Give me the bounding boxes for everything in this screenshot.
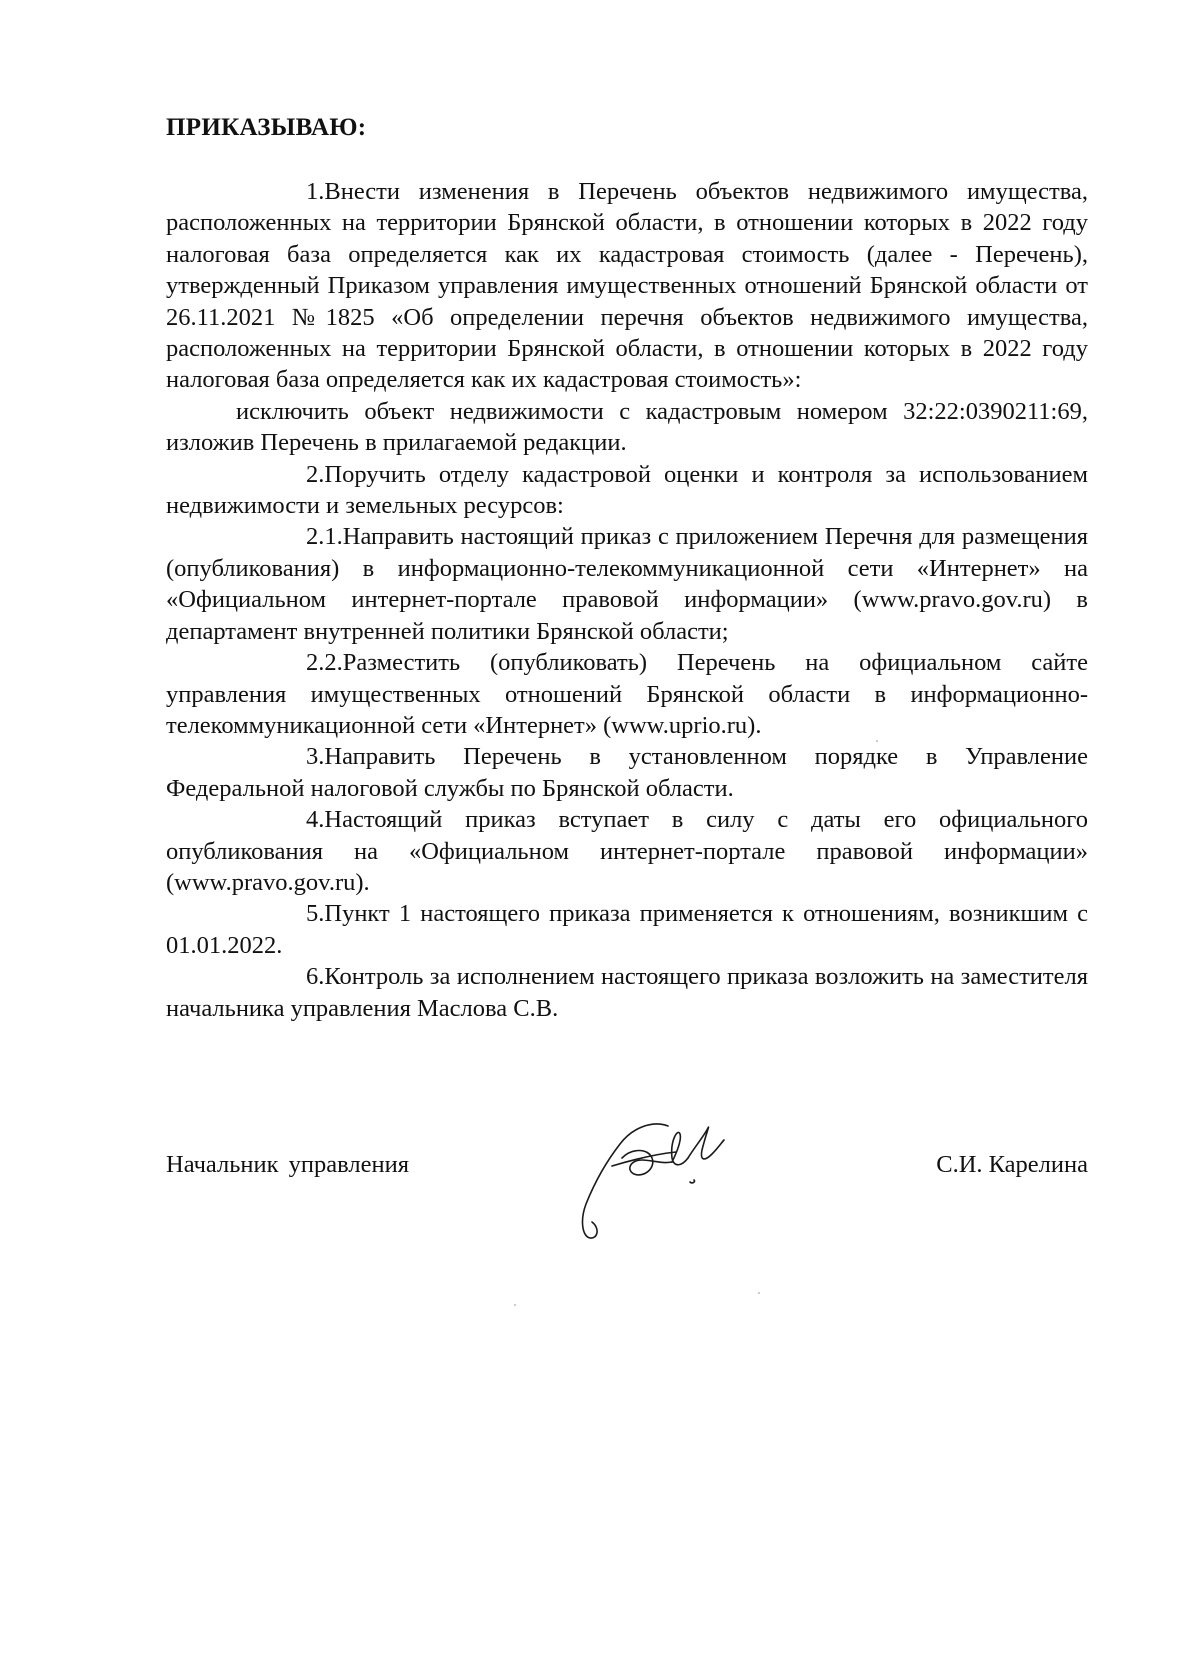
order-heading: ПРИКАЗЫВАЮ:	[166, 114, 367, 141]
item-text: Внести изменения в Перечень объектов недвижимого имущества, расположенных на территории Брянской области, в отношении которых в 2022 году налоговая база определяется как их кадастровая стоимость (далее - Перечень), утвержденный Приказом управления имущественных отношений Брянской области от 26.11.2021 №1825 «Об определении перечня объектов недвижимого имущества, расположенных на территории Брянской области, в отношении которых в 2022 году налоговая база определяется как их кадастровая стоимость»:	[166, 178, 1088, 394]
scan-speck	[758, 1292, 760, 1294]
item-number: 2.1.	[306, 523, 343, 551]
order-item-6	[166, 961, 1088, 1024]
item-number: 2.2.	[306, 649, 343, 677]
item-text: Направить настоящий приказ с приложением Перечня для размещения (опубликования) в информационно-телекоммуникационной сети «Интернет» на «Официальном интернет-портале правовой информации» (www.pravo.gov.ru) в департамент внутренней политики Брянской области;	[166, 523, 1088, 645]
order-item-2-2	[166, 647, 1088, 741]
item-number: 1.	[306, 178, 325, 205]
item-text: Настоящий приказ вступает в силу с даты его официального опубликования на «Официальном интернет-портале правовой информации» (www.pravo.gov.ru).	[166, 806, 1088, 896]
item-text: Разместить (опубликовать) Перечень на официальном сайте управления имущественных отношений Брянской области в информационно-телекоммуникационной сети «Интернет» (www.uprio.ru).	[166, 649, 1088, 739]
item-number: 3.	[306, 743, 325, 771]
item-text: исключить объект недвижимости с кадастровым номером 32:22:0390211:69, изложив Перечень в прилагаемой редакции.	[166, 397, 1088, 457]
handwritten-signature-icon	[572, 1118, 762, 1248]
item-number: 2.	[306, 460, 325, 488]
order-item-1	[166, 176, 1088, 396]
signer-position: Начальник управления	[166, 1151, 409, 1178]
item-text: Контроль за исполнением настоящего приказа возложить на заместителя начальника управления Маслова С.В.	[166, 963, 1088, 1022]
signer-name: С.И. Карелина	[936, 1151, 1088, 1178]
item-text: Поручить отделу кадастровой оценки и контроля за использованием недвижимости и земельных ресурсов:	[166, 460, 1088, 520]
order-item-1-subclause	[166, 396, 1088, 459]
item-number: 4.	[306, 806, 325, 834]
order-item-2	[166, 459, 1088, 522]
scan-speck	[876, 740, 878, 742]
order-body	[166, 176, 1088, 1024]
scan-speck	[514, 1304, 516, 1306]
item-number: 6.	[306, 963, 325, 991]
order-item-5	[166, 898, 1088, 961]
order-item-4	[166, 804, 1088, 898]
item-text: Направить Перечень в установленном порядке в Управление Федеральной налоговой службы по Брянской области.	[166, 743, 1088, 802]
order-item-2-1	[166, 521, 1088, 647]
item-text: Пункт 1 настоящего приказа применяется к отношениям, возникшим с 01.01.2022.	[166, 900, 1088, 959]
order-item-3	[166, 741, 1088, 804]
item-number: 5.	[306, 900, 325, 928]
